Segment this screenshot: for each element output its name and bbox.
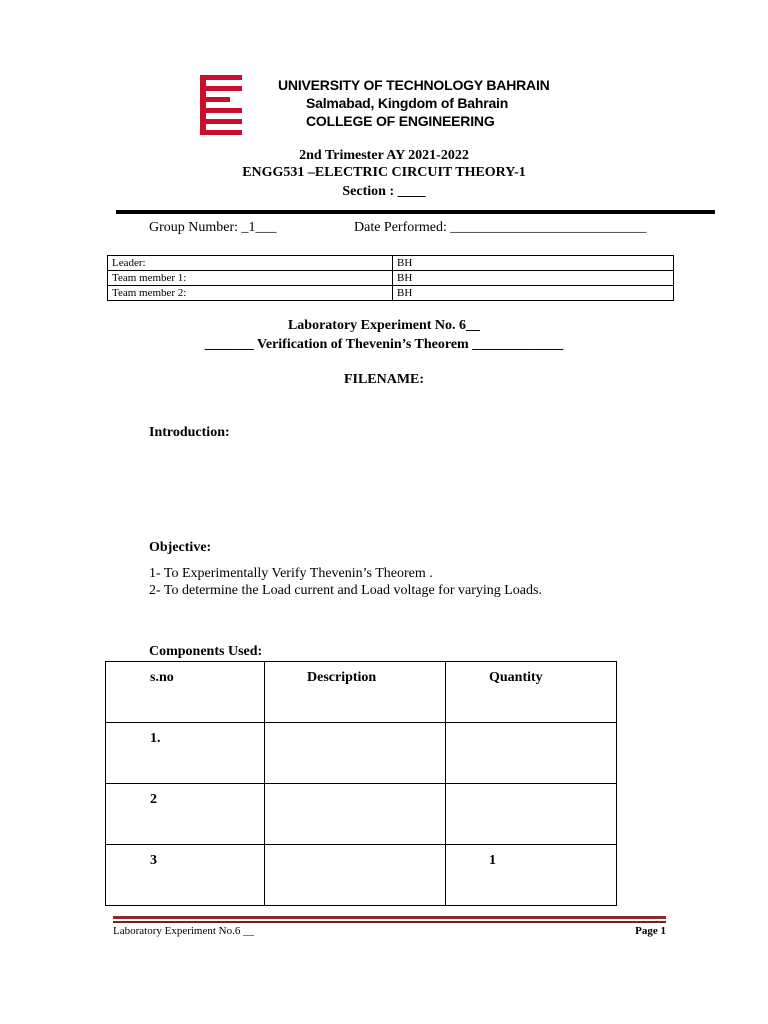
member-role: Team member 1:	[108, 271, 393, 286]
member-name: BH	[393, 256, 674, 271]
table-row	[106, 723, 617, 784]
filename-label: FILENAME:	[343, 372, 425, 387]
introduction-heading: Introduction:	[149, 425, 230, 440]
member-role: Leader:	[108, 256, 393, 271]
member-name: BH	[393, 271, 674, 286]
table-cell	[446, 723, 617, 784]
table-cell	[265, 845, 446, 906]
column-header-quantity: Quantity	[446, 662, 617, 723]
objective-item: 2- To determine the Load current and Load voltage for varying Loads.	[149, 583, 542, 598]
table-row	[108, 271, 674, 286]
member-name: BH	[393, 286, 674, 301]
page-number: Page 1	[635, 925, 666, 937]
member-role: Team member 2:	[108, 286, 393, 301]
footer-divider-thin	[113, 921, 666, 923]
section: Section : ____	[342, 184, 426, 199]
table-row	[106, 784, 617, 845]
table-cell	[265, 784, 446, 845]
components-heading: Components Used:	[149, 644, 263, 659]
members-table	[107, 255, 674, 301]
university-name: UNIVERSITY OF TECHNOLOGY BAHRAIN	[278, 77, 550, 93]
table-row	[106, 845, 617, 906]
components-table	[105, 661, 617, 906]
table-row	[108, 256, 674, 271]
experiment-title: _______ Verification of Thevenin’s Theorem _____________	[204, 337, 564, 352]
group-number: Group Number: _1___	[149, 220, 277, 235]
table-cell	[265, 723, 446, 784]
objective-heading: Objective:	[149, 540, 212, 555]
column-header-description: Description	[265, 662, 446, 723]
table-header-row	[106, 662, 617, 723]
table-cell: 2	[106, 784, 265, 845]
term: 2nd Trimester AY 2021-2022	[299, 148, 469, 163]
footer-left: Laboratory Experiment No.6 __	[113, 925, 255, 937]
objective-item: 1- To Experimentally Verify Thevenin’s Theorem .	[149, 566, 433, 581]
table-cell	[446, 784, 617, 845]
university-location: Salmabad, Kingdom of Bahrain	[306, 95, 509, 111]
table-cell: 1.	[106, 723, 265, 784]
experiment-number: Laboratory Experiment No. 6__	[287, 318, 481, 333]
header-divider	[116, 210, 715, 214]
footer-divider	[113, 916, 666, 919]
course-title: ENGG531 –ELECTRIC CIRCUIT THEORY-1	[242, 165, 526, 180]
column-header-sno: s.no	[106, 662, 265, 723]
table-cell: 1	[446, 845, 617, 906]
college-name: COLLEGE OF ENGINEERING	[306, 113, 495, 129]
table-cell: 3	[106, 845, 265, 906]
date-performed: Date Performed: ____________________________	[354, 220, 647, 235]
table-row	[108, 286, 674, 301]
